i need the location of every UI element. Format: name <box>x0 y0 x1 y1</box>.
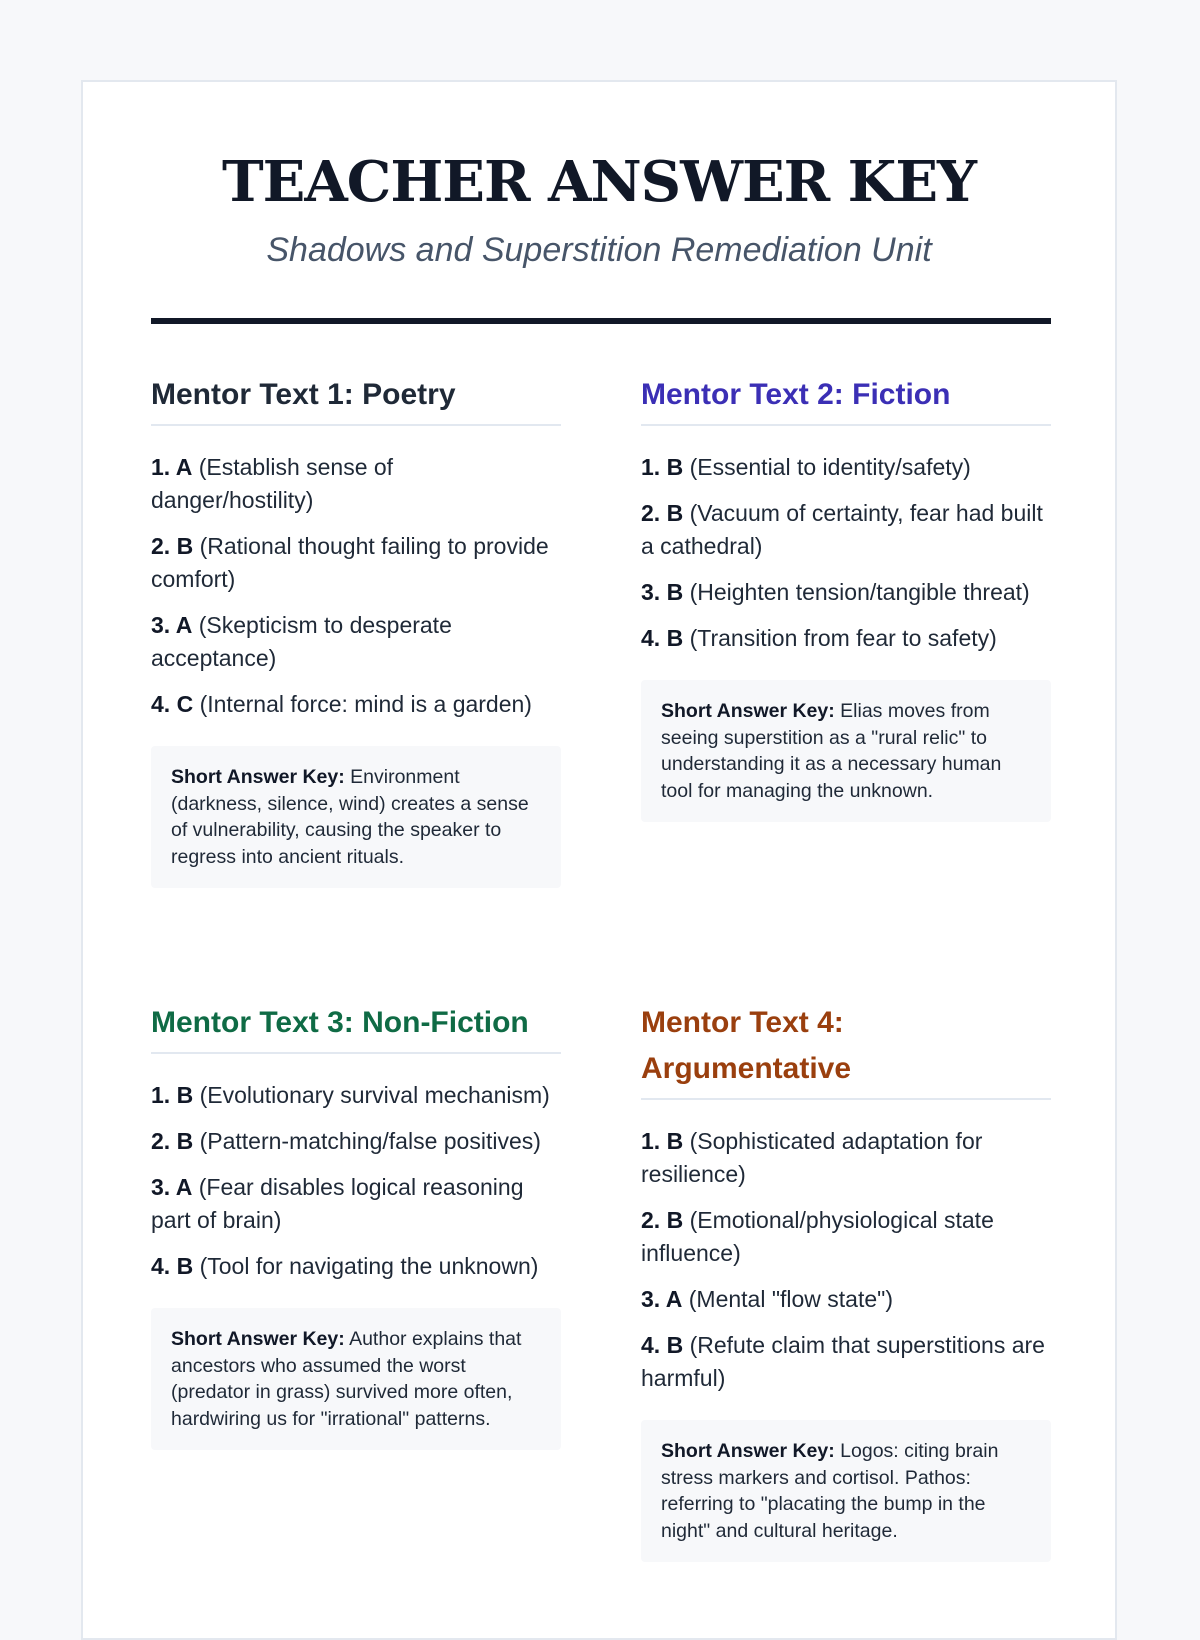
answer-number: 4. <box>641 625 661 651</box>
answer-number: 3. <box>641 1286 661 1312</box>
short-answer-text: Logos: citing brain stress markers and cortisol. Pathos: referring to "placating the bump in the night" and cultural heritage. <box>661 1440 999 1542</box>
answer-letter: B <box>666 625 684 651</box>
answer-number: 2. <box>151 1128 171 1154</box>
answer-letter: B <box>666 1128 684 1154</box>
answer-explanation: (Rational thought failing to provide comfort) <box>151 533 549 592</box>
answer-number: 3. <box>641 579 661 605</box>
section-mentor-text-1 <box>151 372 561 888</box>
answer-item <box>151 1250 561 1283</box>
answer-explanation: (Mental "flow state") <box>688 1286 893 1312</box>
page-subtitle: Shadows and Superstition Remediation Unit <box>266 231 932 269</box>
answer-explanation: (Heighten tension/tangible threat) <box>689 579 1030 605</box>
answer-number: 2. <box>641 1207 661 1233</box>
short-answer-text: Environment (darkness, silence, wind) creates a sense of vulnerability, causing the speaker to regress into ancient rituals. <box>171 766 529 868</box>
answer-item <box>151 1079 561 1112</box>
answer-item <box>641 576 1051 609</box>
answer-letter: B <box>666 1332 684 1358</box>
short-answer-key <box>641 1420 1051 1562</box>
answer-item <box>641 1204 1051 1270</box>
section-title: Mentor Text 1: Poetry <box>151 372 561 426</box>
answer-number: 2. <box>151 533 171 559</box>
answer-letter: B <box>666 500 684 526</box>
answer-explanation: (Tool for navigating the unknown) <box>199 1253 539 1279</box>
answer-explanation: (Refute claim that superstitions are harmful) <box>641 1332 1045 1391</box>
answer-number: 3. <box>151 612 171 638</box>
answer-letter: A <box>175 1174 193 1200</box>
section-mentor-text-4 <box>641 1000 1051 1562</box>
header-divider <box>151 318 1051 324</box>
section-title: Mentor Text 3: Non-Fiction <box>151 1000 561 1054</box>
answer-number: 4. <box>641 1332 661 1358</box>
answer-item <box>151 451 561 517</box>
answer-explanation: (Skepticism to desperate acceptance) <box>151 612 452 671</box>
answer-number: 1. <box>641 454 661 480</box>
answer-letter: B <box>176 533 194 559</box>
short-answer-key <box>151 746 561 888</box>
answer-explanation: (Emotional/physiological state influence) <box>641 1207 994 1266</box>
answer-explanation: (Transition from fear to safety) <box>689 625 997 651</box>
section-mentor-text-2 <box>641 372 1051 822</box>
answer-list <box>641 1125 1051 1395</box>
answer-explanation: (Sophisticated adaptation for resilience) <box>641 1128 983 1187</box>
answer-key-page <box>81 80 1117 1640</box>
answer-item <box>641 622 1051 655</box>
short-answer-label: Short Answer Key: <box>171 1328 345 1350</box>
answer-number: 1. <box>151 454 171 480</box>
answer-item <box>151 1171 561 1237</box>
answer-item <box>151 609 561 675</box>
answer-list <box>151 1079 561 1283</box>
answer-number: 1. <box>641 1128 661 1154</box>
short-answer-label: Short Answer Key: <box>661 700 835 722</box>
answer-explanation: (Fear disables logical reasoning part of brain) <box>151 1174 524 1233</box>
short-answer-key <box>641 680 1051 822</box>
answer-number: 2. <box>641 500 661 526</box>
answer-explanation: (Evolutionary survival mechanism) <box>199 1082 550 1108</box>
answer-item <box>151 688 561 721</box>
answer-item <box>641 497 1051 563</box>
answer-letter: B <box>176 1082 194 1108</box>
short-answer-text: Author explains that ancestors who assumed the worst (predator in grass) survived more often, hardwiring us for "irrational" patterns. <box>171 1328 522 1430</box>
answer-letter: B <box>666 1207 684 1233</box>
short-answer-text: Elias moves from seeing superstition as a "rural relic" to understanding it as a necessary human tool for managing the unknown. <box>661 700 1002 802</box>
answer-explanation: (Internal force: mind is a garden) <box>199 691 532 717</box>
answer-letter: B <box>176 1253 194 1279</box>
section-title: Mentor Text 2: Fiction <box>641 372 1051 426</box>
answer-letter: C <box>176 691 194 717</box>
answer-letter: A <box>175 454 193 480</box>
short-answer-label: Short Answer Key: <box>661 1440 835 1462</box>
short-answer-key <box>151 1308 561 1450</box>
answer-item <box>641 1283 1051 1316</box>
answer-item <box>641 1125 1051 1191</box>
answer-explanation: (Essential to identity/safety) <box>689 454 971 480</box>
page-title: TEACHER ANSWER KEY <box>221 149 977 215</box>
answer-item <box>641 451 1051 484</box>
answer-number: 1. <box>151 1082 171 1108</box>
answer-letter: B <box>666 454 684 480</box>
answer-list <box>151 451 561 721</box>
answer-letter: B <box>666 579 684 605</box>
answer-explanation: (Vacuum of certainty, fear had built a cathedral) <box>641 500 1043 559</box>
answer-explanation: (Establish sense of danger/hostility) <box>151 454 394 513</box>
answer-item <box>151 1125 561 1158</box>
answer-explanation: (Pattern-matching/false positives) <box>199 1128 541 1154</box>
answer-item <box>641 1329 1051 1395</box>
answer-number: 4. <box>151 691 171 717</box>
answer-number: 4. <box>151 1253 171 1279</box>
answer-letter: A <box>665 1286 683 1312</box>
section-title: Mentor Text 4: Argumentative <box>641 1000 1051 1100</box>
answer-number: 3. <box>151 1174 171 1200</box>
answer-item <box>151 530 561 596</box>
answer-letter: B <box>176 1128 194 1154</box>
short-answer-label: Short Answer Key: <box>171 766 345 788</box>
answer-letter: A <box>175 612 193 638</box>
section-mentor-text-3 <box>151 1000 561 1450</box>
answer-list <box>641 451 1051 655</box>
